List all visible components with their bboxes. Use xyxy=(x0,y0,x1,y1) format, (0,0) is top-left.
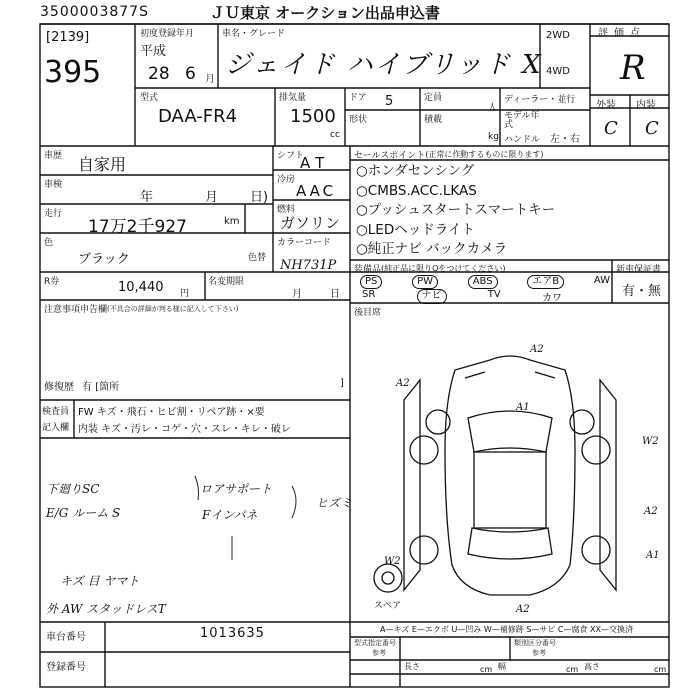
spare-label: スペア xyxy=(374,601,402,611)
lot-code: [2139] xyxy=(46,30,90,45)
equip-navi: ナビ xyxy=(417,289,447,304)
equipment-label: 装備品 xyxy=(354,265,382,275)
cooling-label: 冷房 xyxy=(277,175,296,185)
capacity-unit: 人 xyxy=(488,103,498,113)
load-unit: kg xyxy=(488,132,499,142)
first-reg-label: 初度登録年月 xyxy=(140,29,195,39)
model-code-value: DAA-FR4 xyxy=(158,106,238,127)
interior-label: 内装 xyxy=(636,100,656,111)
repair-close: ] xyxy=(340,378,344,389)
doors-label: ドア xyxy=(349,93,367,103)
dealer-label: ディーラー・並行 xyxy=(504,95,576,105)
color-label: 色 xyxy=(44,238,54,248)
height-label: 高さ xyxy=(584,662,600,671)
type-designation-ref: 参考 xyxy=(372,649,386,657)
sales-points-header xyxy=(354,148,543,161)
chassis-label: 車台番号 xyxy=(46,632,86,643)
sales-point: ○CMBS.ACC.LKAS xyxy=(356,182,477,199)
interior-score: C xyxy=(645,118,659,139)
drive-2wd: 2WD xyxy=(546,30,570,41)
equip-sr: SR xyxy=(362,289,376,300)
hw-note-5: E/G ルーム S xyxy=(46,506,121,520)
recycle-label: R券 xyxy=(44,277,60,287)
color-code-value: NH731P xyxy=(280,258,337,273)
form-title: ＪＵ東京 オークション出品申込書 xyxy=(210,4,440,22)
equipment-note: (純正品に限りOをつけてください) xyxy=(381,264,506,273)
transfer-month: 月 xyxy=(292,289,302,300)
damage-mark: A2 xyxy=(644,506,658,517)
handle-label: ハンドル xyxy=(504,135,541,145)
first-reg-month: 6 xyxy=(185,64,196,84)
damage-mark: A1 xyxy=(646,550,660,561)
checklist-label-a: 検査員 xyxy=(42,407,70,417)
drive-4wd: 4WD xyxy=(546,66,570,77)
model-code-label: 型式 xyxy=(140,93,159,103)
sales-points-list xyxy=(356,162,555,260)
doors-value: 5 xyxy=(385,94,394,109)
damage-mark: W2 xyxy=(642,436,659,447)
rear-seat-label: 後目席 xyxy=(354,308,382,318)
inspection-label: 車検 xyxy=(44,180,63,190)
equip-airbag: エアB xyxy=(527,275,564,289)
equip-tv: TV xyxy=(487,289,501,300)
color-value: ブラック xyxy=(78,252,130,267)
length-label: 長さ xyxy=(404,662,420,671)
color-repaint-label: 色替 xyxy=(248,253,267,263)
chassis-value: 1013635 xyxy=(200,626,265,641)
length-unit: cm xyxy=(480,665,493,674)
width-label: 幅 xyxy=(498,662,506,671)
damage-legend: A—キズ E—エクボ U—凹み W—補修跡 S—サビ C—腐食 XX—交換済 xyxy=(380,625,634,634)
sales-points-label: セールスポイント xyxy=(354,151,426,161)
width-unit: cm xyxy=(566,665,579,674)
equip-aw: AW xyxy=(593,275,610,286)
equip-ps: PS xyxy=(360,275,382,289)
notes-sublabel: (不具合の詳細が判る様に記入して下さい) xyxy=(107,304,239,313)
fuel-value: ガソリン xyxy=(280,214,341,232)
evaluation-label: 評価点 xyxy=(598,28,646,39)
recycle-unit: 円 xyxy=(180,289,190,299)
displacement-value: 1500 xyxy=(290,106,336,127)
mileage-unit: km xyxy=(224,216,240,227)
sales-point: ○ホンダセンシング xyxy=(356,163,475,179)
lot-number: 395 xyxy=(44,55,102,90)
displacement-label: 排気量 xyxy=(279,93,307,103)
shift-label: シフト xyxy=(277,151,305,161)
category-label: 類別区分番号 xyxy=(514,639,556,647)
equipment-row-2 xyxy=(362,289,562,304)
notes-label: 注意事項申告欄 xyxy=(44,305,108,315)
shape-label: 形状 xyxy=(349,115,368,125)
fuel-label: 燃料 xyxy=(277,205,296,215)
shift-value: AT xyxy=(300,154,331,172)
type-designation-label: 型式指定番号 xyxy=(354,639,396,647)
height-unit: cm xyxy=(654,665,667,674)
hw-note-2: ロアサポート xyxy=(200,482,273,496)
recycle-value: 10,440 xyxy=(118,280,164,295)
equipment-row-1 xyxy=(360,275,610,289)
load-label: 積載 xyxy=(424,115,443,125)
first-reg-year: 28 xyxy=(148,64,170,84)
mileage-value: 17万2千927 xyxy=(88,217,187,237)
model-name-label: 車名・グレード xyxy=(222,29,286,39)
sales-points-note: (正常に作動するものに限ります) xyxy=(425,150,544,159)
category-ref: 参考 xyxy=(532,649,546,657)
color-code-label: カラーコード xyxy=(277,238,332,248)
repair-value: 有 [箇所 xyxy=(82,382,120,393)
checklist-row-1: FW キズ・飛石・ヒビ割・リペア跡・×要 xyxy=(78,407,265,418)
evaluation-score: R xyxy=(620,48,646,88)
cooling-value: AAC xyxy=(296,182,337,200)
usage-label: 車歴 xyxy=(44,151,63,161)
hw-note-4: Fインパネ xyxy=(202,508,258,522)
hw-note-1: 下廻りSC xyxy=(46,482,100,496)
warranty-value: 有・無 xyxy=(622,284,662,299)
usage-value: 自家用 xyxy=(78,155,127,174)
checklist-label-b: 記入欄 xyxy=(42,423,70,433)
damage-mark: A2 xyxy=(530,344,544,355)
inspection-year: 年 xyxy=(140,190,154,205)
hw-note-3: ヒズミ xyxy=(316,496,353,510)
hw-note-7: 外 AW スタッドレスT xyxy=(46,602,166,616)
model-year-label: モデル年式 xyxy=(504,111,540,130)
equip-abs: ABS xyxy=(468,275,498,289)
warranty-label: 新車保証書 xyxy=(616,265,662,275)
displacement-unit: cc xyxy=(330,130,340,140)
capacity-label: 定員 xyxy=(424,93,443,103)
first-reg-era: 平成 xyxy=(140,44,167,59)
model-name-value: ジェイド ハイブリッド X xyxy=(225,50,543,80)
mileage-label: 走行 xyxy=(44,209,63,219)
damage-mark: A1 xyxy=(516,402,530,413)
damage-mark: W2 xyxy=(384,556,401,567)
damage-mark: A2 xyxy=(516,604,530,615)
sales-point: ○LEDヘッドライト xyxy=(356,221,475,238)
checklist-row-2: 内装 キズ・汚レ・コゲ・穴・スレ・キレ・破レ xyxy=(78,424,291,435)
sales-point: ○純正ナビ バックカメラ xyxy=(356,241,508,257)
sales-point: ○プッシュスタートスマートキー xyxy=(356,202,556,218)
equip-pw: PW xyxy=(412,275,438,289)
exterior-label: 外装 xyxy=(596,100,616,111)
inspection-day: 日) xyxy=(250,190,269,205)
hw-underlines xyxy=(0,0,353,640)
repair-label: 修復歴 xyxy=(44,382,74,393)
handle-value: 左・右 xyxy=(550,134,580,145)
exterior-score: C xyxy=(604,118,618,139)
damage-mark: A2 xyxy=(396,378,410,389)
barcode-number: 3500003877S xyxy=(40,4,149,20)
first-reg-month-unit: 月 xyxy=(205,74,215,85)
equipment-header xyxy=(354,262,506,275)
transfer-label: 名変期限 xyxy=(208,277,245,287)
registration-label: 登録番号 xyxy=(46,662,86,673)
transfer-day: 日 xyxy=(330,289,340,300)
hw-note-6: キズ 目 ヤマト xyxy=(60,574,140,588)
inspection-month: 月 xyxy=(205,190,219,205)
equip-leather: カワ xyxy=(542,293,562,304)
